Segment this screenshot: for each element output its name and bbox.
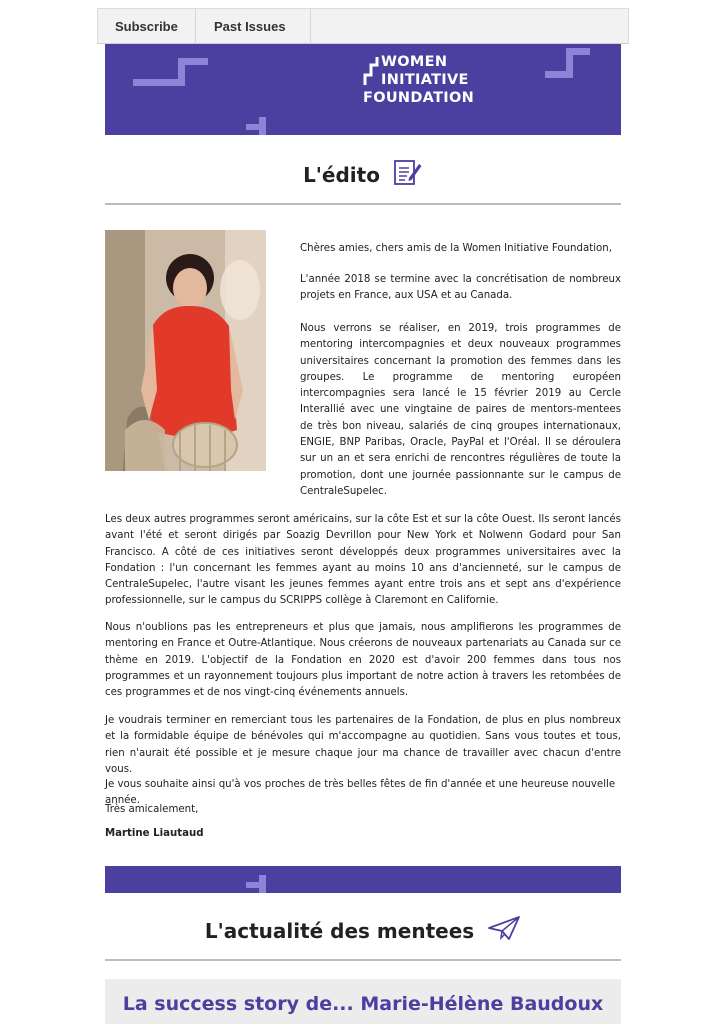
nav-divider — [310, 9, 311, 45]
edito-closing: Très amicalement, — [105, 804, 199, 815]
section-separator-bar — [105, 866, 621, 893]
success-story-title[interactable]: La success story de... Marie-Hélène Baudoux — [122, 993, 604, 1015]
stair-decoration — [259, 117, 266, 135]
stair-decoration — [259, 875, 266, 893]
logo-text-foundation: FOUNDATION — [363, 90, 475, 106]
past-issues-link[interactable]: Past Issues — [214, 19, 286, 34]
news-heading — [105, 915, 621, 943]
stair-decoration — [178, 58, 208, 65]
section-divider — [105, 203, 621, 205]
edito-paragraph-4: Nous n'oublions pas les entrepreneurs et plus que jamais, nous amplifierons les programmes de mentoring en France et Outre-Atlantique. Nous créerons de nouveaux partenariats au Canada sur ce thème en 2019. L'objectif de la Fondation en 2020 est d'avoir 200 femmes dans tous nos programmes et un rayonnement toujours plus important de notre action à travers les retombées de ces programmes et de nos vingt-cinq événements annuels. — [105, 622, 621, 699]
stair-decoration — [566, 48, 590, 55]
subscribe-link[interactable]: Subscribe — [115, 19, 178, 34]
edito-paragraph-3: Les deux autres programmes seront américains, sur la côte Est et sur la côte Ouest. Ils seront lancés avant l'été et seront dirigés par Soazig Devrillon pour New York et Nolwenn Godard pour San Francisco. A côté de ces initiatives seront développés deux programmes universitaires avec la Fondation : l'un concernant les femmes ayant au moins 10 ans d'ancienneté, sur le campus de CentraleSupelec, l'autre visant les jeunes femmes ayant entre trois ans et sept ans d'expérience professionnelle, sur le campus du SCRIPPS collège à Claremont en Californie. — [105, 514, 621, 607]
edito-paragraph-2: Nous verrons se réaliser, en 2019, trois programmes de mentoring intercompagnies et deux nouveaux programmes universitaires concernant la promotion des femmes dans les groupes. Le programme de mentoring européen intercompagnies sera lancé le 15 février 2019 au Cercle Interallié avec une vingtaine de paires de mentors-mentees de très bon niveau, salariés de cinq groupes internationaux, ENGIE, BNP Paribas, Oracle, PayPal et l'Oréal. Il se déroulera sur un an et sera enrichi de rencontres régulières de toute la promotion, dont une journée passionnante sur le campus de CentraleSupelec. — [300, 323, 621, 497]
logo-stair-icon — [363, 55, 379, 87]
archive-nav-bar — [97, 8, 629, 44]
edito-greeting: Chères amies, chers amis de la Women Initiative Foundation, — [300, 243, 612, 254]
nav-divider — [195, 9, 196, 45]
memo-edit-icon — [393, 158, 423, 186]
edito-paragraph-1: L'année 2018 se termine avec la concrétisation de nombreux projets en France, aux USA et au Canada. — [300, 274, 621, 302]
edito-paragraph-5: Je voudrais terminer en remerciant tous les partenaires de la Fondation, de plus en plus nombreux et la formidable équipe de bénévoles qui m'accompagne au quotidien. Sans vous toutes et tous, rien n'aurait été possible et je mesure chaque jour ma chance de travailler avec chacun d'entre vous. — [105, 715, 621, 775]
edito-paragraph-6: Je vous souhaite ainsi qu'à vos proches de très belles fêtes de fin d'année et une heureuse nouvelle année. — [105, 779, 616, 807]
edito-title: L'édito — [303, 163, 380, 187]
portrait-illustration — [105, 230, 266, 471]
news-title: L'actualité des mentees — [204, 919, 475, 943]
section-divider — [105, 959, 621, 961]
author-portrait-photo — [105, 230, 266, 471]
edito-signature: Martine Liautaud — [105, 828, 204, 839]
wif-logo — [363, 53, 493, 109]
logo-text-women: WOMEN — [381, 54, 448, 70]
success-story-card[interactable] — [105, 979, 621, 1024]
logo-text-initiative: INITIATIVE — [381, 72, 469, 88]
paper-plane-icon — [487, 915, 521, 941]
edito-heading — [105, 158, 621, 187]
